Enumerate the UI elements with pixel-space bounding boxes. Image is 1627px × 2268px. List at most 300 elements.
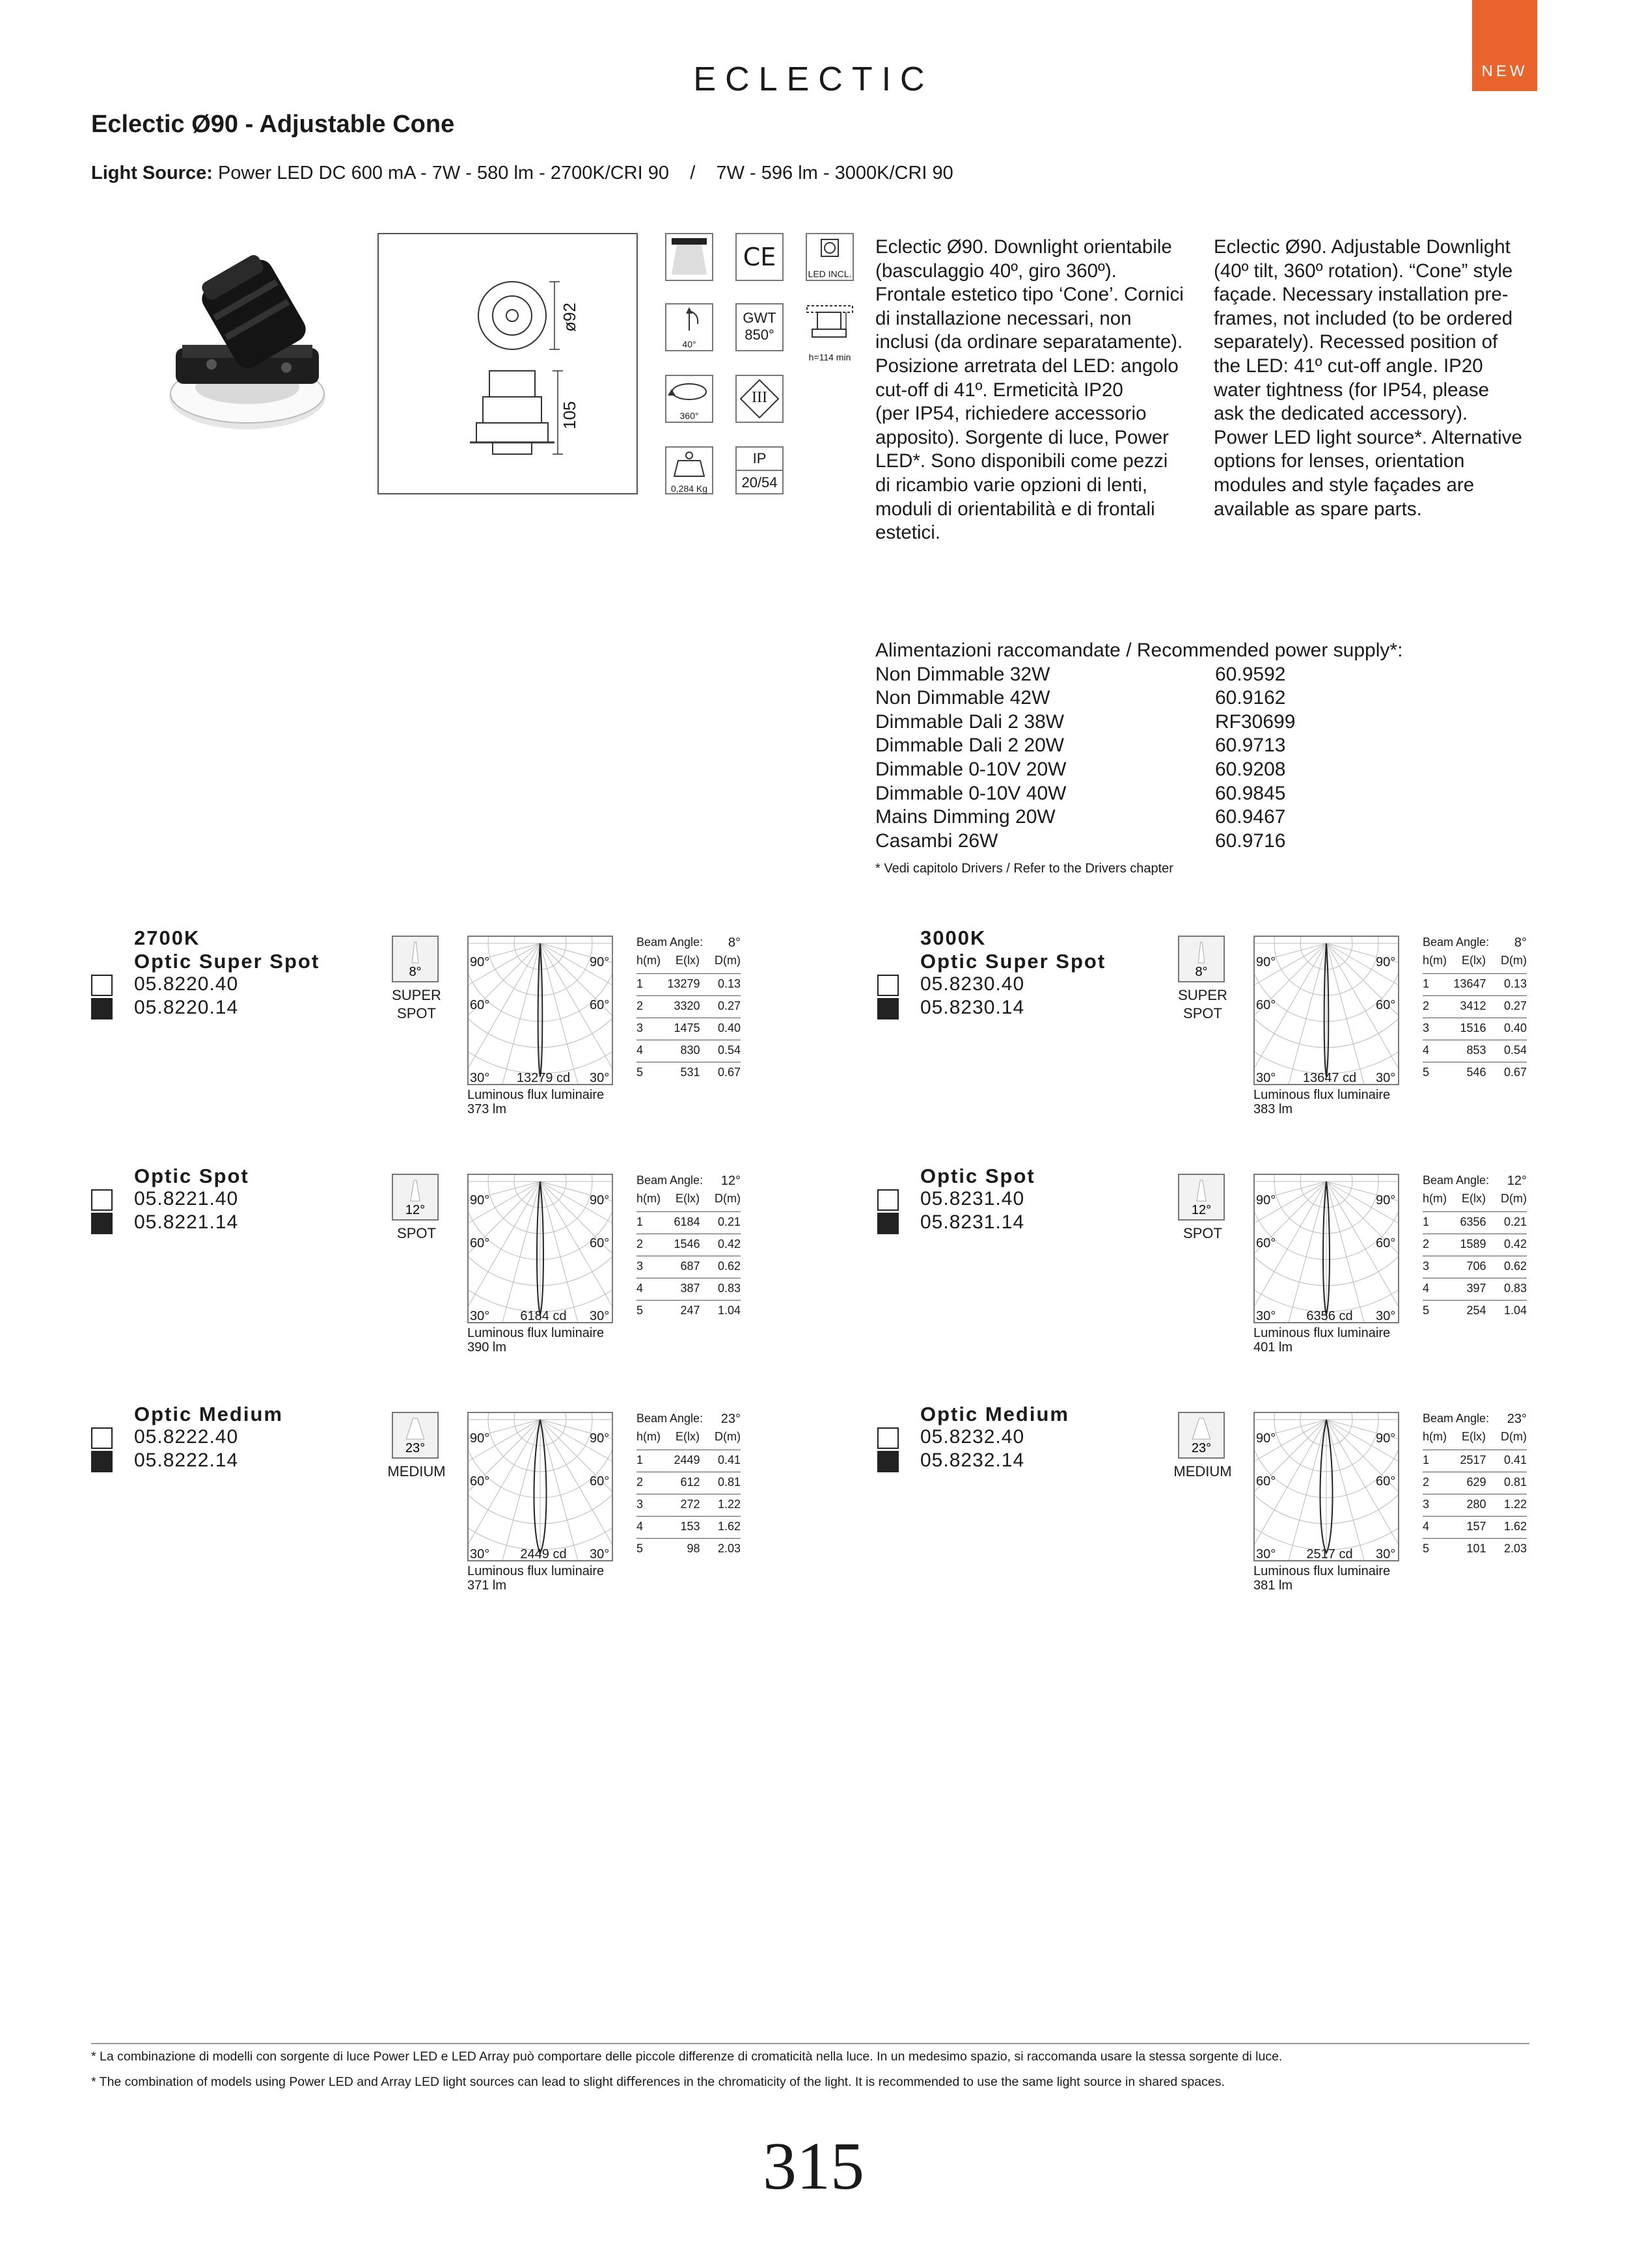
- optic-section: [877, 1165, 1593, 1379]
- tilt-label: 40°: [682, 339, 696, 349]
- table-cell: 1.22: [717, 1498, 741, 1511]
- table-cell: 387: [680, 1282, 700, 1295]
- beam-cone-icon: [392, 1174, 439, 1221]
- peak-intensity: 13279 cd: [516, 1071, 571, 1085]
- power-supply-row: [875, 782, 1402, 806]
- table-header-e: E(lx): [676, 1430, 700, 1443]
- beam-type-label-2: SPOT: [397, 1005, 436, 1021]
- peak-intensity: 6356 cd: [1306, 1309, 1353, 1323]
- table-header: [636, 1430, 741, 1450]
- footnote-english: * The combination of models using Power LED and Array LED light sources can lead to slight diﬀerences in the chromaticity of the light. It is recommended to use the same light source in shared spaces.: [91, 2075, 1225, 2089]
- table-cell: 2449: [674, 1453, 700, 1466]
- description-line: (per IP54, richiedere accessorio: [875, 403, 1147, 425]
- description-line: Eclectic Ø90. Adjustable Downlight: [1214, 236, 1511, 258]
- table-row: [636, 1538, 741, 1560]
- table-cell: 6184: [674, 1215, 700, 1228]
- table-row: [636, 1278, 741, 1300]
- table-cell: 3: [636, 1260, 644, 1273]
- table-row: [1423, 995, 1527, 1018]
- description-english: [1214, 236, 1539, 521]
- beam-angle-row: [636, 1174, 741, 1192]
- table-cell: 3: [1423, 1260, 1430, 1273]
- flux-value: 373 lm: [467, 1102, 507, 1116]
- table-cell: 2: [1423, 1237, 1430, 1250]
- table-cell: 0.21: [1503, 1215, 1527, 1228]
- table-header-d: D(m): [1501, 954, 1527, 967]
- power-supply-code: RF30699: [1215, 710, 1296, 733]
- class-iii-label: III: [752, 389, 767, 406]
- finish-swatch-white: [91, 975, 113, 996]
- finish-swatch-white: [91, 1189, 113, 1211]
- finish-swatch-white: [877, 975, 899, 996]
- rotation-icon: [665, 375, 713, 423]
- finish-swatch-white: [877, 1189, 899, 1211]
- table-row: [636, 973, 741, 995]
- finish-swatch-white: [877, 1427, 899, 1449]
- illuminance-table: [1423, 1174, 1527, 1322]
- flux-label: Luminous flux luminaire: [467, 1326, 605, 1340]
- table-cell: 3: [1423, 1021, 1430, 1034]
- flux-label: Luminous flux luminaire: [467, 1564, 605, 1578]
- beam-angle-value: 8°: [1514, 936, 1527, 950]
- power-supply-code: 60.9845: [1215, 782, 1286, 804]
- product-code: 05.8230.40: [920, 973, 1025, 995]
- table-cell: 0.67: [717, 1066, 741, 1079]
- table-cell: 0.62: [717, 1260, 741, 1273]
- gwt-value: 850°: [745, 327, 774, 343]
- angle-label-60-left: 60°: [1256, 1236, 1276, 1250]
- beam-angle-icon-text: 12°: [405, 1203, 426, 1217]
- table-cell: 0.83: [717, 1282, 741, 1295]
- angle-label-30-right: 30°: [1376, 1547, 1396, 1561]
- power-supply-code: 60.9208: [1215, 758, 1286, 780]
- description-line: water tightness (for IP54, please: [1214, 379, 1490, 401]
- illuminance-table: [636, 1412, 741, 1560]
- table-cell: 3: [636, 1498, 644, 1511]
- description-italian: [875, 236, 1201, 545]
- led-included-icon: [806, 233, 854, 281]
- illuminance-table: [636, 1174, 741, 1322]
- table-cell: 0.40: [1503, 1021, 1527, 1034]
- power-supply-row: [875, 686, 1402, 710]
- table-header: [1423, 1192, 1527, 1211]
- table-cell: 0.81: [717, 1476, 741, 1489]
- angle-label-30-right: 30°: [590, 1071, 610, 1085]
- table-cell: 13647: [1453, 977, 1486, 990]
- table-cell: 1.22: [1503, 1498, 1527, 1511]
- glow-wire-icon: [735, 303, 784, 351]
- power-supply-row: [875, 758, 1402, 782]
- table-cell: 2.03: [1503, 1542, 1527, 1555]
- optic-name: Optic Super Spot: [920, 950, 1106, 973]
- angle-label-30-right: 30°: [590, 1309, 610, 1323]
- table-header-e: E(lx): [676, 954, 700, 967]
- optic-section: [877, 926, 1593, 1141]
- table-header: [1423, 1430, 1527, 1450]
- product-code: 05.8220.14: [134, 997, 239, 1018]
- description-line: options for lenses, orientation: [1214, 450, 1465, 472]
- table-cell: 1: [1423, 977, 1430, 990]
- flux-label: Luminous flux luminaire: [467, 1088, 605, 1102]
- table-cell: 1.04: [717, 1304, 741, 1317]
- angle-label-90-right: 90°: [1376, 955, 1396, 969]
- table-row: [1423, 973, 1527, 995]
- table-cell: 5: [1423, 1304, 1430, 1317]
- ce-mark-icon: CE: [735, 233, 784, 281]
- finish-swatch-black: [91, 1451, 113, 1472]
- table-cell: 2517: [1460, 1453, 1486, 1466]
- table-cell: 3: [636, 1021, 644, 1034]
- illuminance-table: [1423, 1412, 1527, 1560]
- table-cell: 5: [1423, 1542, 1430, 1555]
- description-line: the LED: 41º cut-off angle. IP20: [1214, 355, 1483, 377]
- flux-label: Luminous flux luminaire: [1253, 1564, 1391, 1578]
- description-line: moduli di orientabilità e di frontali: [875, 498, 1155, 520]
- brand-title: ECLECTIC: [693, 61, 934, 98]
- angle-label-60-right: 60°: [590, 1236, 610, 1250]
- table-cell: 1475: [674, 1021, 700, 1034]
- dimension-diameter: ø92: [560, 303, 579, 332]
- power-supply-name: Dimmable 0-10V 40W: [875, 782, 1067, 804]
- beam-type-label-2: SPOT: [1183, 1005, 1222, 1021]
- table-row: [636, 1211, 741, 1234]
- table-cell: 4: [1423, 1282, 1430, 1295]
- angle-label-60-right: 60°: [1376, 1236, 1396, 1250]
- beam-type-label: SUPER: [392, 987, 441, 1003]
- product-code: 05.8222.14: [134, 1450, 239, 1471]
- table-row: [1423, 1516, 1527, 1538]
- table-header-d: D(m): [1501, 1430, 1527, 1443]
- table-cell: 0.83: [1503, 1282, 1527, 1295]
- table-row: [636, 1472, 741, 1494]
- table-cell: 4: [1423, 1520, 1430, 1533]
- description-line: estetici.: [875, 522, 941, 544]
- beam-cone-icon: [1178, 936, 1225, 982]
- weight-label: 0,284 Kg: [670, 483, 708, 494]
- angle-label-60-right: 60°: [590, 998, 610, 1012]
- description-line: modules and style façades are: [1214, 474, 1475, 496]
- description-line: LED*. Sono disponibili come pezzi: [875, 450, 1168, 472]
- power-supply-row: [875, 710, 1402, 735]
- table-cell: 0.62: [1503, 1260, 1527, 1273]
- angle-label-90-right: 90°: [590, 955, 610, 969]
- table-row: [1423, 1300, 1527, 1322]
- peak-intensity: 13647 cd: [1302, 1071, 1357, 1085]
- table-header-h: h(m): [636, 1430, 661, 1443]
- beam-angle-icon-text: 23°: [405, 1441, 426, 1455]
- description-line: frames, not included (to be ordered: [1214, 307, 1513, 329]
- table-cell: 5: [636, 1542, 644, 1555]
- flux-label: Luminous flux luminaire: [1253, 1088, 1391, 1102]
- downlight-icon: [665, 233, 713, 281]
- table-row: [636, 995, 741, 1018]
- table-cell: 2: [636, 1476, 644, 1489]
- beam-type-label: SUPER: [1178, 987, 1227, 1003]
- table-cell: 0.13: [1503, 977, 1527, 990]
- description-line: di ricambio varie opzioni di lenti,: [875, 474, 1148, 496]
- optic-name: Optic Medium: [920, 1403, 1069, 1425]
- beam-cone-icon: [392, 1412, 439, 1459]
- table-row: [636, 1018, 741, 1040]
- angle-label-30-left: 30°: [470, 1547, 490, 1561]
- power-supply-name: Casambi 26W: [875, 830, 998, 852]
- beam-angle-row: [636, 1412, 741, 1430]
- beam-angle-label: Beam Angle:: [1423, 936, 1490, 949]
- table-cell: 546: [1466, 1066, 1486, 1079]
- flux-value: 371 lm: [467, 1578, 507, 1593]
- power-supply-code: 60.9467: [1215, 806, 1286, 828]
- power-supply-code: 60.9592: [1215, 663, 1286, 685]
- table-cell: 0.27: [717, 999, 741, 1012]
- table-cell: 612: [680, 1476, 700, 1489]
- gwt-label: GWT: [743, 310, 776, 326]
- power-supply-name: Mains Dimming 20W: [875, 806, 1056, 828]
- table-cell: 1.04: [1503, 1304, 1527, 1317]
- table-cell: 1516: [1460, 1021, 1486, 1034]
- power-supply-row: [875, 830, 1402, 854]
- beam-angle-row: [1423, 1174, 1527, 1192]
- description-line: separately). Recessed position of: [1214, 331, 1498, 353]
- optic-name: Optic Super Spot: [134, 950, 320, 973]
- table-cell: 2: [1423, 1476, 1430, 1489]
- ip-label: IP: [737, 448, 782, 471]
- led-included-label: LED INCL.: [808, 269, 852, 279]
- table-cell: 4: [636, 1282, 644, 1295]
- beam-angle-value: 12°: [1507, 1174, 1527, 1188]
- table-header: [636, 954, 741, 973]
- angle-label-90-right: 90°: [590, 1193, 610, 1208]
- table-row: [636, 1234, 741, 1256]
- beam-cone-icon: [1178, 1174, 1225, 1221]
- table-cell: 531: [680, 1066, 700, 1079]
- finish-swatch-white: [91, 1427, 113, 1449]
- product-photo: [150, 254, 338, 449]
- beam-angle-row: [1423, 1412, 1527, 1430]
- beam-angle-value: 23°: [720, 1412, 741, 1426]
- table-header-h: h(m): [636, 954, 661, 967]
- cct-heading: 2700K: [134, 926, 200, 949]
- beam-angle-icon-text: 23°: [1191, 1441, 1212, 1455]
- table-cell: 13279: [667, 977, 700, 990]
- description-line: cut-off di 41º. Ermeticità IP20: [875, 379, 1123, 401]
- angle-label-90-right: 90°: [1376, 1193, 1396, 1208]
- angle-label-90-right: 90°: [590, 1431, 610, 1446]
- table-cell: 4: [636, 1044, 644, 1057]
- angle-label-60-left: 60°: [1256, 998, 1276, 1012]
- table-cell: 0.40: [717, 1021, 741, 1034]
- new-badge: NEW: [1472, 0, 1537, 91]
- beam-angle-icon-text: 12°: [1191, 1203, 1212, 1217]
- angle-label-30-left: 30°: [470, 1309, 490, 1323]
- beam-angle-label: Beam Angle:: [1423, 1412, 1490, 1425]
- power-supply-code: 60.9162: [1215, 687, 1286, 709]
- angle-label-90-left: 90°: [1256, 1193, 1276, 1208]
- angle-label-60-right: 60°: [1376, 1474, 1396, 1489]
- table-cell: 280: [1466, 1498, 1486, 1511]
- rotation-label: 360°: [679, 411, 699, 421]
- table-row: [636, 1256, 741, 1278]
- table-cell: 4: [636, 1520, 644, 1533]
- light-source-label: Light Source:: [91, 163, 213, 183]
- flux-value: 381 lm: [1253, 1578, 1293, 1593]
- flux-label: Luminous flux luminaire: [1253, 1326, 1391, 1340]
- table-cell: 4: [1423, 1044, 1430, 1057]
- dimension-drawing: [377, 233, 638, 494]
- table-cell: 687: [680, 1260, 700, 1273]
- page-number: 315: [763, 2129, 864, 2204]
- table-cell: 1.62: [1503, 1520, 1527, 1533]
- power-supply-code: 60.9713: [1215, 735, 1286, 757]
- beam-angle-row: [1423, 936, 1527, 954]
- weight-icon: [665, 446, 713, 494]
- table-row: [636, 1516, 741, 1538]
- angle-label-30-left: 30°: [1256, 1309, 1276, 1323]
- beam-angle-label: Beam Angle:: [1423, 1174, 1490, 1187]
- table-cell: 3: [1423, 1498, 1430, 1511]
- optic-name: Optic Spot: [920, 1165, 1035, 1187]
- product-code: 05.8231.14: [920, 1211, 1025, 1233]
- table-row: [636, 1450, 741, 1472]
- power-supply-block: [875, 639, 1402, 881]
- table-cell: 0.42: [717, 1237, 741, 1250]
- table-cell: 830: [680, 1044, 700, 1057]
- flux-value: 383 lm: [1253, 1102, 1293, 1116]
- table-cell: 1: [636, 977, 644, 990]
- beam-angle-label: Beam Angle:: [636, 1174, 704, 1187]
- flux-value: 390 lm: [467, 1340, 507, 1355]
- table-cell: 101: [1466, 1542, 1486, 1555]
- table-header-h: h(m): [1423, 954, 1447, 967]
- power-supply-row: [875, 734, 1402, 758]
- ip-rating-icon: [735, 446, 784, 494]
- angle-label-90-left: 90°: [1256, 1431, 1276, 1446]
- class-iii-icon: [735, 375, 784, 423]
- table-cell: 98: [687, 1542, 700, 1555]
- table-cell: 1: [1423, 1215, 1430, 1228]
- description-line: Eclectic Ø90. Downlight orientabile: [875, 236, 1172, 258]
- beam-cone-icon: [1178, 1412, 1225, 1459]
- dimension-height: 105: [560, 401, 579, 429]
- light-source-line: [91, 163, 953, 184]
- power-supply-row: [875, 663, 1402, 687]
- table-header-d: D(m): [715, 1192, 741, 1205]
- table-cell: 0.27: [1503, 999, 1527, 1012]
- description-line: (40º tilt, 360º rotation). “Cone” style: [1214, 260, 1513, 282]
- description-line: Posizione arretrata del LED: angolo: [875, 355, 1179, 377]
- table-row: [1423, 1211, 1527, 1234]
- table-header-h: h(m): [1423, 1192, 1447, 1205]
- beam-angle-value: 12°: [720, 1174, 741, 1188]
- table-cell: 1: [1423, 1453, 1430, 1466]
- product-code: 05.8232.14: [920, 1450, 1025, 1471]
- product-title: Eclectic Ø90 - Adjustable Cone: [91, 111, 455, 138]
- flux-value: 401 lm: [1253, 1340, 1293, 1355]
- table-row: [1423, 1062, 1527, 1084]
- table-row: [1423, 1040, 1527, 1062]
- table-row: [1423, 1472, 1527, 1494]
- table-cell: 157: [1466, 1520, 1486, 1533]
- beam-cone-icon: [392, 936, 439, 982]
- product-code: 05.8231.40: [920, 1188, 1025, 1209]
- table-cell: 0.41: [717, 1453, 741, 1466]
- beam-type-label: SPOT: [397, 1225, 436, 1241]
- table-header: [636, 1192, 741, 1211]
- optic-section: [877, 1403, 1593, 1617]
- beam-type-label: SPOT: [1183, 1225, 1222, 1241]
- angle-label-90-left: 90°: [1256, 955, 1276, 969]
- table-row: [636, 1300, 741, 1322]
- table-row: [1423, 1278, 1527, 1300]
- angle-label-60-left: 60°: [1256, 1474, 1276, 1489]
- table-cell: 6356: [1460, 1215, 1486, 1228]
- angle-label-90-left: 90°: [470, 1193, 490, 1208]
- table-row: [1423, 1018, 1527, 1040]
- table-cell: 706: [1466, 1260, 1486, 1273]
- angle-label-30-left: 30°: [1256, 1071, 1276, 1085]
- tilt-icon: [665, 303, 713, 351]
- description-line: ask the dedicated accessory).: [1214, 403, 1468, 425]
- finish-swatch-black: [877, 1451, 899, 1472]
- recess-depth-icon: [806, 303, 854, 368]
- angle-label-60-left: 60°: [470, 1236, 490, 1250]
- table-cell: 2.03: [717, 1542, 741, 1555]
- finish-swatch-black: [877, 998, 899, 1019]
- table-cell: 0.42: [1503, 1237, 1527, 1250]
- peak-intensity: 2449 cd: [520, 1547, 567, 1561]
- power-supply-name: Dimmable 0-10V 20W: [875, 758, 1067, 780]
- table-row: [636, 1040, 741, 1062]
- table-row: [1423, 1538, 1527, 1560]
- illuminance-table: [1423, 936, 1527, 1084]
- table-cell: 0.13: [717, 977, 741, 990]
- description-line: Frontale estetico tipo ‘Cone’. Cornici: [875, 284, 1184, 306]
- beam-angle-row: [636, 936, 741, 954]
- dimension-svg: [379, 234, 636, 493]
- cct-heading: 3000K: [920, 926, 987, 949]
- ip-value: 20/54: [741, 474, 778, 491]
- table-header-d: D(m): [715, 1430, 741, 1443]
- product-code: 05.8230.14: [920, 997, 1025, 1018]
- table-cell: 3320: [674, 999, 700, 1012]
- angle-label-30-right: 30°: [1376, 1071, 1396, 1085]
- table-cell: 0.67: [1503, 1066, 1527, 1079]
- table-cell: 153: [680, 1520, 700, 1533]
- table-cell: 2: [636, 999, 644, 1012]
- description-line: di installazione necessari, non: [875, 307, 1132, 329]
- table-cell: 2: [1423, 999, 1430, 1012]
- description-line: inclusi (da ordinare separatamente).: [875, 331, 1183, 353]
- power-supply-name: Non Dimmable 32W: [875, 663, 1050, 685]
- beam-angle-label: Beam Angle:: [636, 1412, 704, 1425]
- table-row: [1423, 1494, 1527, 1516]
- table-cell: 2: [636, 1237, 644, 1250]
- footnote-italian: * La combinazione di modelli con sorgente di luce Power LED e LED Array può comportare delle piccole differenze di cromaticità nella luce. In un medesimo spazio, si raccomanda usare la stessa sorgente di luce.: [91, 2049, 1283, 2064]
- description-line: (basculaggio 40º, giro 360º).: [875, 260, 1117, 282]
- product-code: 05.8232.40: [920, 1426, 1025, 1448]
- table-cell: 0.21: [717, 1215, 741, 1228]
- beam-angle-label: Beam Angle:: [636, 936, 704, 949]
- illuminance-table: [636, 936, 741, 1084]
- table-cell: 853: [1466, 1044, 1486, 1057]
- beam-angle-icon-text: 8°: [1195, 965, 1208, 979]
- table-row: [636, 1062, 741, 1084]
- angle-label-60-right: 60°: [590, 1474, 610, 1489]
- power-supply-heading: Alimentazioni raccomandate / Recommended power supply*:: [875, 640, 1403, 661]
- product-code: 05.8220.40: [134, 973, 239, 995]
- footer-divider: [91, 2043, 1529, 2044]
- table-header-e: E(lx): [1462, 1430, 1486, 1443]
- product-code: 05.8221.40: [134, 1188, 239, 1209]
